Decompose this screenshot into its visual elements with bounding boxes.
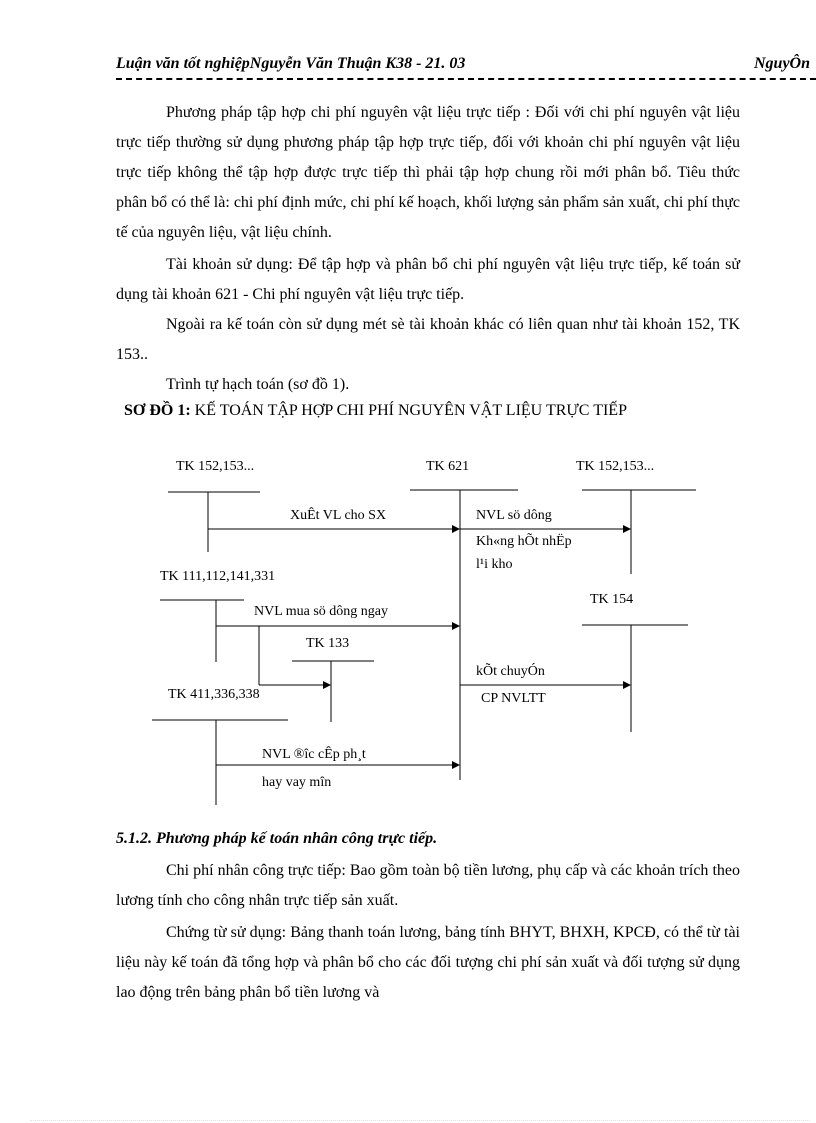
label-ket-chuyen: kÕt chuyÓn [476,664,545,679]
accounting-diagram [0,440,816,820]
label-tk154: TK 154 [590,592,634,607]
label-hay-vay: hay vay mîn [262,775,332,790]
label-lai-kho: l¹i kho [476,557,513,572]
paragraph-labor-cost: Chi phí nhân công trực tiếp: Bao gồm toàn bộ tiền lương, phụ cấp và các khoản trích theo lương tính cho công nhân trực tiếp sản xuất. [116,862,740,909]
header-left: Luận văn tốt nghiệpNguyễn Văn Thuận K38 - 21. 03 [116,55,466,72]
paragraph-other-accounts: Ngoài ra kế toán còn sử dụng mét sè tài khoản khác có liên quan như tài khoản 152, TK 153.. [116,316,740,363]
label-tk133: TK 133 [306,636,350,651]
page-header [116,55,816,77]
section-heading: 5.1.2. Phương pháp kế toán nhân công trực tiếp. [116,830,438,847]
label-tk152-left: TK 152,153... [176,459,255,474]
footer-divider [30,1120,810,1121]
diagram-title-bold: SƠ ĐỒ 1: [124,402,191,419]
label-cp-nvltt: CP NVLTT [481,691,546,706]
paragraph-sequence: Trình tự hạch toán (sơ đồ 1). [166,376,350,393]
header-divider [116,78,816,80]
label-tk152-right: TK 152,153... [576,459,655,474]
label-tk111: TK 111,112,141,331 [160,569,276,584]
label-nvl-duoc: NVL ®îc cÊp ph¸t [262,747,366,762]
paragraph-method: Phương pháp tập hợp chi phí nguyên vật liệu trực tiếp : Đối với chi phí nguyên vật liệu trực tiếp thường sử dụng phương pháp tập hợp trực tiếp, đối với khoản chi phí nguyên vật liệu trực tiếp không thể tập hợp được trực tiếp thì phải tập hợp chung rồi mới phân bổ. Tiêu thức phân bổ có thể là: chi phí định mức, chi phí kế hoạch, khối lượng sản phẩm sản xuất, chi phí thực tế của nguyên liệu, vật liệu chính. [116,104,740,241]
paragraph-account: Tài khoản sử dụng: Để tập hợp và phân bổ chi phí nguyên vật liệu trực tiếp, kế toán sử dụng tài khoản 621 - Chi phí nguyên vật liệu trực tiếp. [116,256,740,303]
diagram-title-text: KẾ TOÁN TẬP HỢP CHI PHÍ NGUYÊN VẬT LIỆU TRỰC TIẾP [190,402,627,419]
label-khong-het: Kh«ng hÕt nhËp [476,534,572,549]
paragraph-documents: Chứng từ sử dụng: Bảng thanh toán lương, bảng tính BHYT, BHXH, KPCĐ, có thể từ tài liệu này kế toán đã tổng hợp và phân bổ cho các đối tượng chi phí sản xuất và đối tượng sử dụng lao động trên bảng phân bổ tiền lương và [116,924,740,1001]
label-tk621: TK 621 [426,459,470,474]
label-nvl-mua: NVL mua sö dông ngay [254,604,389,619]
diagram-title [124,402,744,420]
label-xuat-vl: XuÊt VL cho SX [290,508,387,523]
label-nvl-su-dung: NVL sö dông [476,508,552,523]
label-tk411: TK 411,336,338 [168,687,260,702]
header-right: NguyÔn [754,55,811,72]
